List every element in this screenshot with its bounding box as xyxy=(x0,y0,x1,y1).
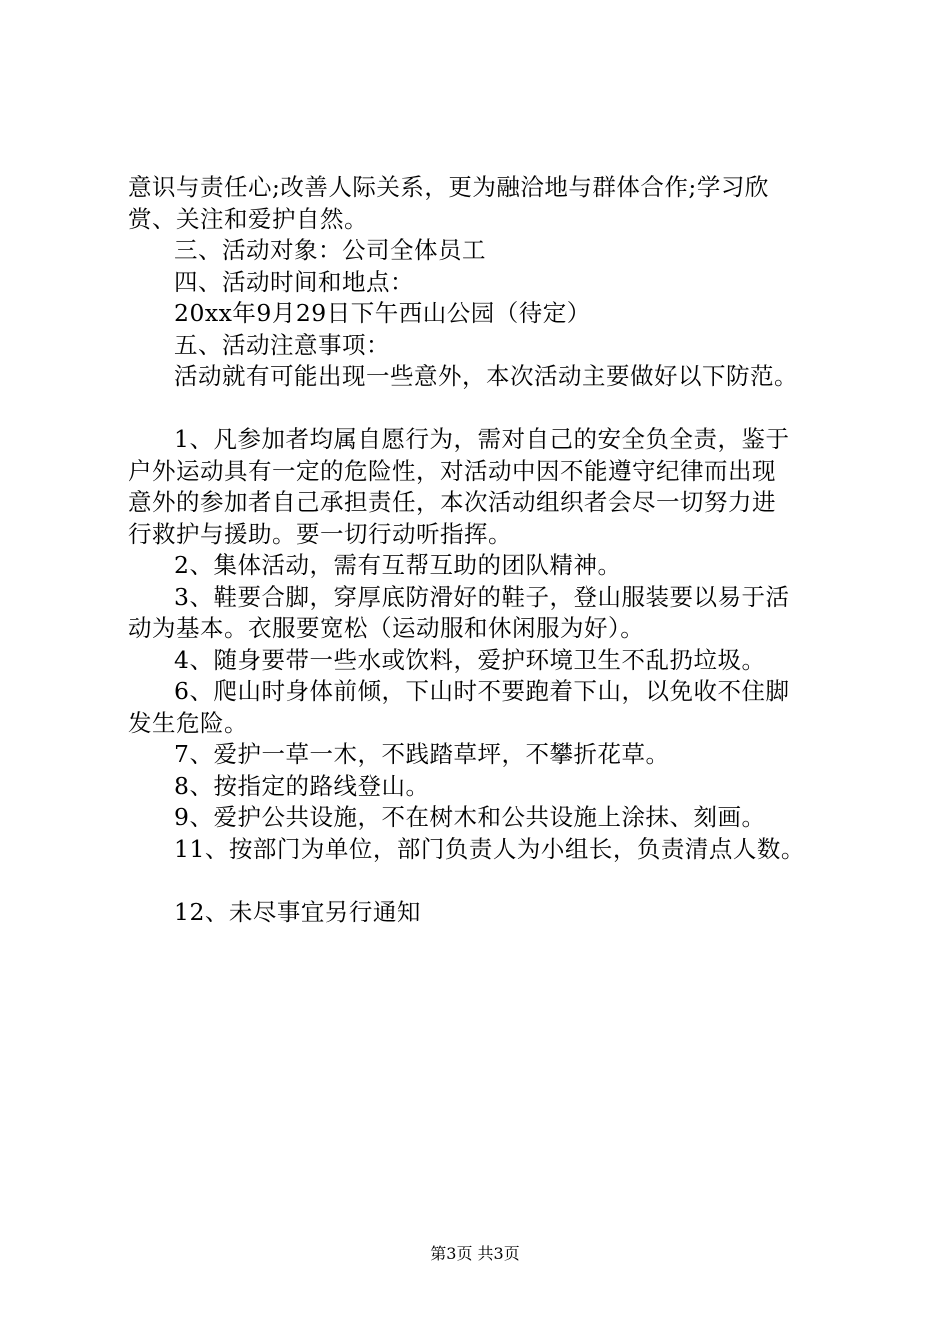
list-item: 4、随身要带一些水或饮料，爱护环境卫生不乱扔垃圾。 xyxy=(174,645,766,674)
list-item: 1、凡参加者均属自愿行为，需对自己的安全负全责，鉴于 xyxy=(174,425,790,453)
list-item: 3、鞋要合脚，穿厚底防滑好的鞋子，登山服装要以易于活 xyxy=(174,582,790,611)
section-heading: 三、活动对象：公司全体员工 xyxy=(174,236,486,264)
list-item: 2、集体活动，需有互帮互助的团队精神。 xyxy=(174,551,622,579)
text-line: 动为基本。衣服要宽松（运动服和休闲服为好）。 xyxy=(128,614,645,642)
blank-line xyxy=(128,865,828,897)
text-line: 行救护与援助。要一切行动听指挥。 xyxy=(128,519,512,548)
list-item: 11、按部门为单位，部门负责人为小组长，负责清点人数。 xyxy=(174,834,805,863)
text-line: 户外运动具有一定的危险性，对活动中因不能遵守纪律而出现 xyxy=(128,456,776,485)
page-footer: 第3页 共3页 xyxy=(430,1244,520,1263)
text-line: 赏、关注和爱护自然。 xyxy=(128,204,368,233)
section-heading: 五、活动注意事项： xyxy=(174,330,390,359)
list-item: 12、未尽事宜另行通知 xyxy=(174,897,421,926)
section-heading: 四、活动时间和地点： xyxy=(174,267,414,296)
text-line: 活动就有可能出现一些意外，本次活动主要做好以下防范。 xyxy=(174,362,798,390)
text-line: 发生危险。 xyxy=(128,708,248,737)
text-line: 20xx年9月29日下午西山公园（待定） xyxy=(174,299,591,327)
document-body xyxy=(128,172,828,928)
list-item: 8、按指定的路线登山。 xyxy=(174,771,430,800)
text-line: 意外的参加者自己承担责任，本次活动组织者会尽一切努力进 xyxy=(128,488,776,516)
list-item: 6、爬山时身体前倾，下山时不要跑着下山，以免收不住脚 xyxy=(174,677,790,705)
list-item: 9、爱护公共设施，不在树木和公共设施上涂抹、刻画。 xyxy=(174,803,766,831)
text-line: 意识与责任心;改善人际关系，更为融洽地与群体合作;学习欣 xyxy=(128,173,769,201)
list-item: 7、爱护一草一木，不践踏草坪，不攀折花草。 xyxy=(174,740,670,768)
blank-line xyxy=(128,393,828,425)
